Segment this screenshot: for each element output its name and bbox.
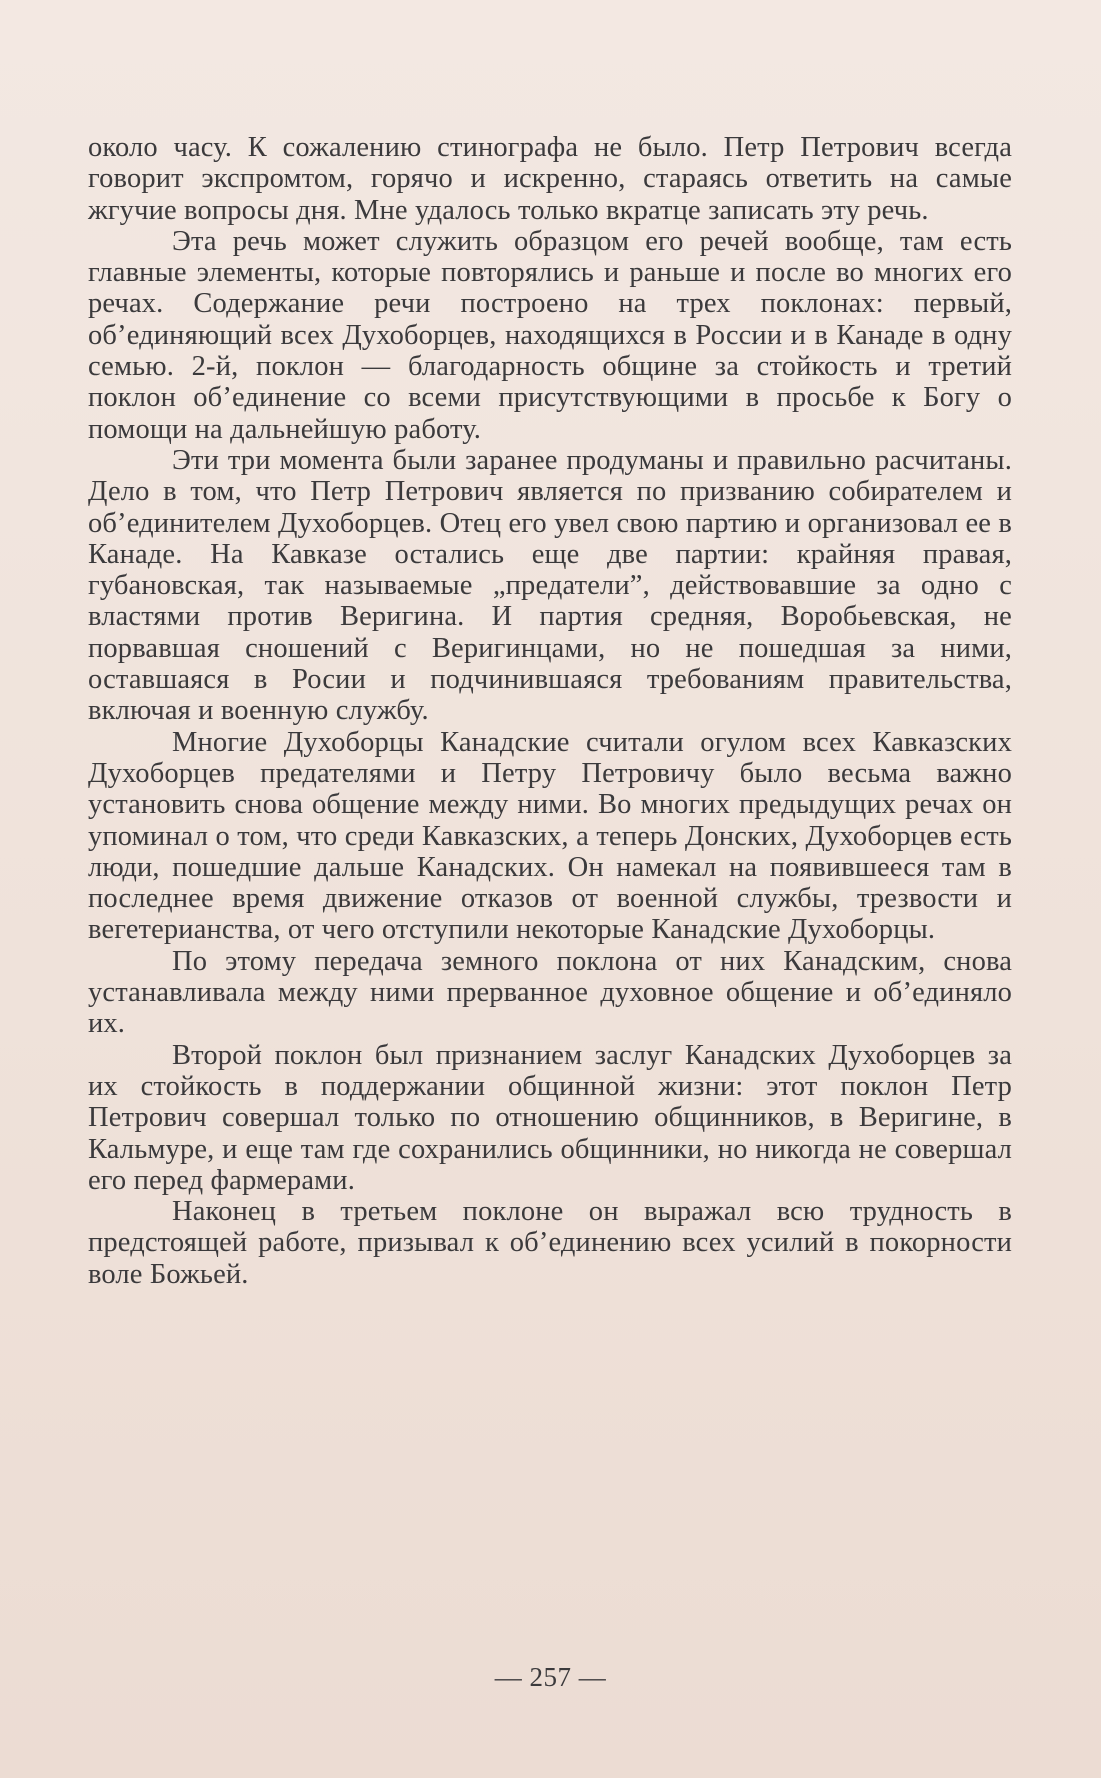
paragraph-3: Эти три момента были заранее продуманы и правильно расчитаны. Дело в том, что Петр Петрович является по призванию собирателем и об’единителем Духоборцев. Отец его увел свою партию и организовал ее в Канаде. На Кавказе остались еще две партии: крайняя правая, губановская, так называемые „предатели”, действовавшие за одно с властями против Веригина. И партия средняя, Воробьевская, не порвавшая сношений с Веригинцами, но не пошедшая за ними, оставшаяся в Росии и подчинившаяся требованиям правительства, включая и военную службу. (88, 444, 1012, 727)
paragraph-4: Многие Духоборцы Канадские считали огулом всех Кавказских Духоборцев предателями и Петру Петровичу было весьма важно установить снова общение между ними. Во многих предыдущих речах он упоминал о том, что среди Кавказских, а теперь Донских, Духоборцев есть люди, пошедшие дальше Канадских. Он намекал на появившееся там в последнее время движение отказов от военной службы, трезвости и вегетерианства, от чего отступили некоторые Канадские Духоборцы. (88, 726, 1012, 946)
paragraph-7: Наконец в третьем поклоне он выражал всю трудность в предстоящей работе, призывал к об’единению всех усилий в покорности воле Божьей. (88, 1196, 1012, 1290)
paragraph-6: Второй поклон был признанием заслуг Канадских Духоборцев за их стойкость в поддержании общинной жизни: этот поклон Петр Петрович совершал только по отношению общинников, в Веригине, в Кальмуре, и еще там где сохранились общинники, но никогда не совершал его перед фармерами. (88, 1039, 1012, 1196)
body-text (88, 132, 1012, 1290)
paragraph-5: По этому передача земного поклона от них Канадским, снова устанавливала между ними прерванное духовное общение и об’единяло их. (88, 945, 1012, 1040)
paragraph-2: Эта речь может служить образцом его речей вообще, там есть главные элементы, которые повторялись и раньше и после во многих его речах. Содержание речи построено на трех поклонах: первый, об’единяющий всех Духоборцев, находящихся в России и в Канаде в одну семью. 2-й, поклон — благодарность общине за стойкость и третий поклон об’единение со всеми присутствующими в просьбе к Богу о помощи на дальнейшую работу. (88, 225, 1012, 445)
paragraph-1: около часу. К сожалению стинографа не было. Петр Петрович всегда говорит экспромтом, горячо и искренно, стараясь ответить на самые жгучие вопросы дня. Мне удалось только вкратце записать эту речь. (88, 132, 1012, 226)
page-number: — 257 — (494, 1662, 607, 1692)
